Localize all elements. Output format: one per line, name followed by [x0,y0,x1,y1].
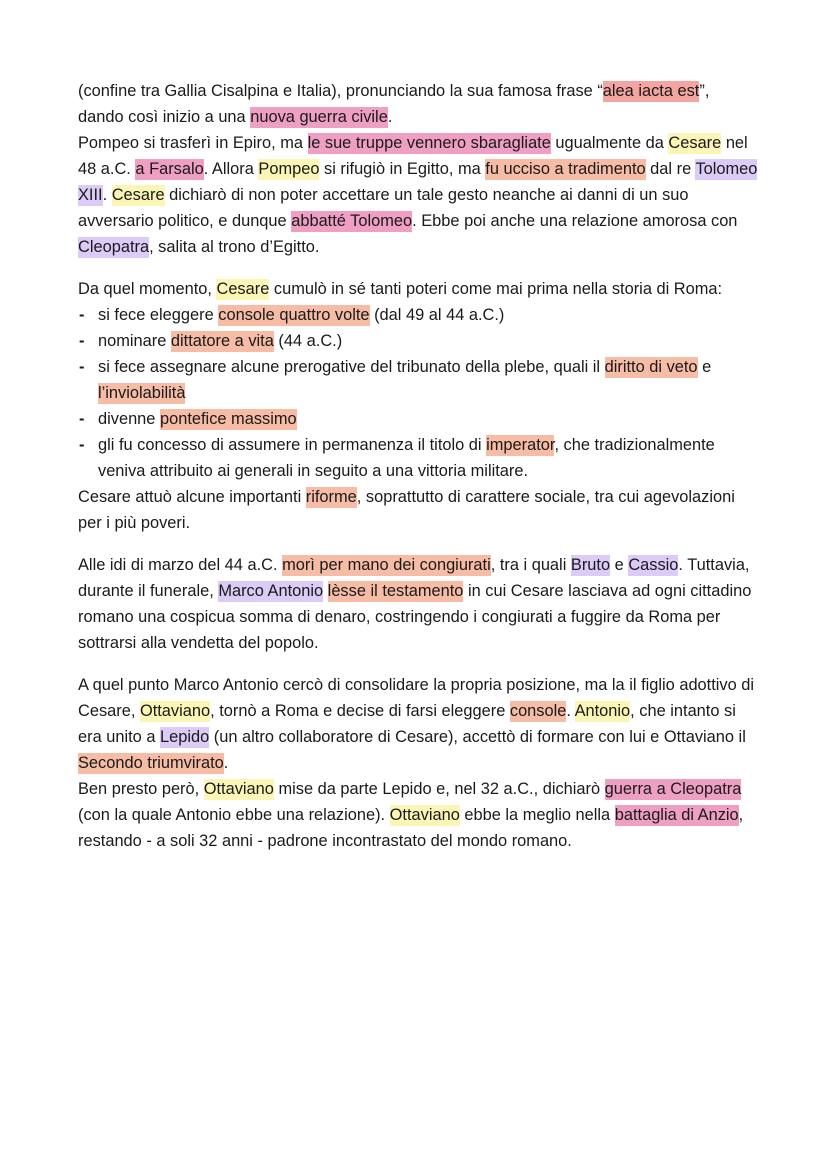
text-run: e [610,556,629,574]
highlight-yellow: Cesare [216,280,270,298]
text-run: . [223,754,229,772]
highlight-salmon: diritto di veto [604,358,698,376]
highlight-purple: Cleopatra [78,238,150,256]
highlight-yellow: Ottaviano [203,780,274,798]
text-run: ebbe la meglio nella [459,806,615,824]
bullet-list [78,302,758,484]
list-item [78,432,758,484]
highlight-red: alea iacta est [602,82,700,100]
highlight-salmon: riforme [305,488,357,506]
highlight-purple: Marco Antonio [218,582,324,600]
text-run: , soprattutto di carattere sociale, tra cui agevolazioni per i più poveri. [78,488,735,532]
paragraph-spacer [78,260,758,276]
paragraph [78,484,758,536]
highlight-salmon: l’inviolabilità [98,384,186,402]
paragraph [78,552,758,656]
text-run: Alle idi di marzo del 44 a.C. [78,556,283,574]
highlight-yellow: Ottaviano [139,702,211,720]
highlight-salmon: pontefice massimo [159,410,297,428]
paragraph [78,672,758,776]
text-run [323,582,328,600]
highlight-yellow: Cesare [111,186,165,204]
highlight-pink: battaglia di Anzio [614,806,739,824]
text-run: , restando - a soli 32 anni - padrone incontrastato del mondo romano. [78,806,744,850]
text-run: (44 a.C.) [273,332,343,350]
highlight-yellow: Pompeo [258,160,320,178]
paragraph [78,78,758,130]
list-item [78,406,758,432]
highlight-purple: Bruto [570,556,611,574]
text-run: (con la quale Antonio ebbe una relazione). [78,806,390,824]
highlight-salmon: Secondo triumvirato [78,754,224,772]
list-item [78,354,758,406]
highlight-salmon: dittatore a vita [170,332,274,350]
highlight-pink: nuova guerra civile [250,108,388,126]
highlight-purple: Cassio [628,556,679,574]
text-run: , che intanto si era unito a [78,702,736,746]
text-run: dichiarò di non poter accettare un tale gesto neanche ai danni di un suo avversario politico, e dunque [78,186,689,230]
text-run: . Allora [203,160,259,178]
text-run: nominare [98,332,171,350]
text-run: , salita al trono d’Egitto. [149,238,320,256]
text-run: in cui Cesare lasciava ad ogni cittadino romano una cospicua somma di denaro, costringendo i congiurati a fuggire da Roma per sottrarsi alla vendetta del popolo. [78,582,752,652]
highlight-pink: le sue truppe vennero sbaragliate [307,134,551,152]
text-run: si fece eleggere [98,306,219,324]
paragraph-spacer [78,536,758,552]
highlight-salmon: fu ucciso a tradimento [485,160,646,178]
text-run: gli fu concesso di assumere in permanenza il titolo di [98,436,487,454]
text-run: mise da parte Lepido e, nel 32 a.C., dichiarò [273,780,605,798]
highlight-purple: Lepido [160,728,210,746]
text-run: divenne [98,410,160,428]
highlight-pink: abbatté Tolomeo [291,212,413,230]
text-run: A quel punto Marco Antonio cercò di consolidare la propria posizione, ma la il figlio adottivo di Cesare, [78,676,755,720]
paragraph [78,776,758,854]
text-run: , che tradizionalmente veniva attribuito ai generali in seguito a una vittoria militare. [98,436,715,480]
text-run: ugualmente da [550,134,669,152]
paragraph [78,276,758,302]
text-run: (dal 49 al 44 a.C.) [369,306,505,324]
highlight-pink: guerra a Cleopatra [604,780,742,798]
highlight-yellow: Cesare [668,134,722,152]
highlight-purple: Tolomeo XIII [78,160,758,204]
text-run: si rifugiò in Egitto, ma [319,160,486,178]
highlight-yellow: Antonio [574,702,631,720]
text-run: . [566,702,575,720]
text-run: si fece assegnare alcune prerogative del tribunato della plebe, quali il [98,358,605,376]
text-run: . [102,186,112,204]
text-run: nel 48 a.C. [78,134,748,178]
text-run: (un altro collaboratore di Cesare), accettò di formare con lui e Ottaviano il [209,728,746,746]
highlight-salmon: morì per mano dei congiurati [282,556,491,574]
text-run: , tornò a Roma e decise di farsi eleggere [210,702,510,720]
text-run: Ben presto però, [78,780,204,798]
highlight-salmon: lèsse il testamento [327,582,464,600]
highlight-pink: a Farsalo [135,160,204,178]
highlight-salmon: console quattro volte [218,306,370,324]
text-run: (confine tra Gallia Cisalpina e Italia), pronunciando la sua famosa frase “ [78,82,603,100]
list-item [78,302,758,328]
text-run: e [697,358,712,376]
text-run: dal re [645,160,696,178]
text-run: Cesare attuò alcune importanti [78,488,306,506]
list-item [78,328,758,354]
text-run: cumulò in sé tanti poteri come mai prima nella storia di Roma: [269,280,723,298]
highlight-salmon: imperator [486,436,555,454]
text-run: . [387,108,393,126]
text-run: Pompeo si trasferì in Epiro, ma [78,134,308,152]
paragraph [78,130,758,260]
highlight-salmon: console [509,702,567,720]
text-run: . Ebbe poi anche una relazione amorosa con [412,212,738,230]
paragraph-spacer [78,656,758,672]
text-run: ”, dando così inizio a una [78,82,710,126]
text-run: , tra i quali [490,556,571,574]
highlight-yellow: Ottaviano [389,806,460,824]
text-run: . Tuttavia, durante il funerale, [78,556,750,600]
text-run: Da quel momento, [78,280,217,298]
document-body [78,78,758,854]
